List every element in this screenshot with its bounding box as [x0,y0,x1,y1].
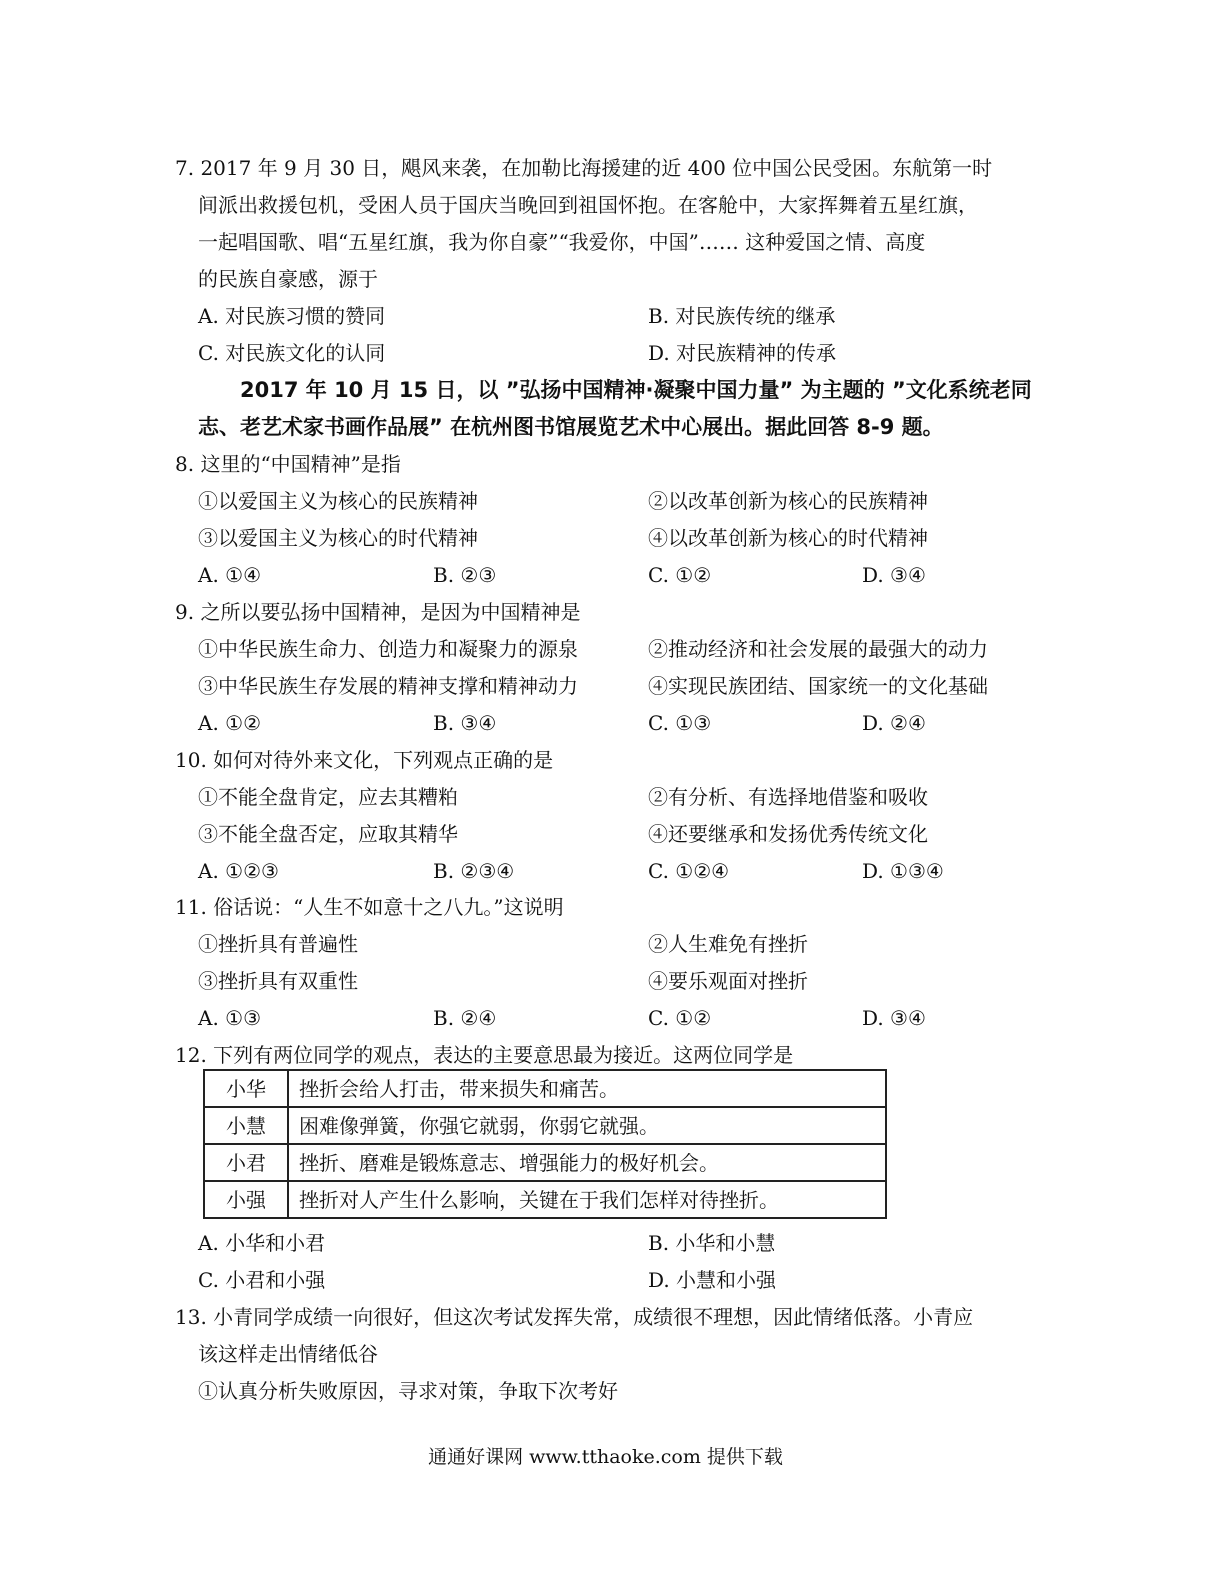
table-row [204,1144,886,1181]
q11-item-2: ②人生难免有挫折 [648,932,808,956]
table-row [204,1107,886,1144]
q9-item-4: ④实现民族团结、国家统一的文化基础 [648,674,988,698]
q8-item-1: ①以爱国主义为核心的民族精神 [198,489,478,513]
q12-quotes-table [203,1069,887,1219]
table-row [204,1070,886,1107]
q12-option-c: C. 小君和小强 [198,1268,326,1292]
student-quote: 挫折对人产生什么影响，关键在于我们怎样对待挫折。 [288,1181,886,1218]
q12-option-d: D. 小慧和小强 [648,1268,777,1292]
q8-option-c: C. ①② [648,563,712,587]
student-name: 小华 [204,1070,288,1107]
q10-item-2: ②有分析、有选择地借鉴和吸收 [648,785,928,809]
q12-stem: 12. 下列有两位同学的观点，表达的主要意思最为接近。这两位同学是 [175,1043,794,1067]
intro-8-9-line-2: 志、老艺术家书画作品展” 在杭州图书馆展览艺术中心展出。据此回答 8-9 题。 [198,415,944,439]
student-quote: 挫折、磨难是锻炼意志、增强能力的极好机会。 [288,1144,886,1181]
q11-item-4: ④要乐观面对挫折 [648,969,808,993]
student-name: 小强 [204,1181,288,1218]
q13-stem-line-1: 13. 小青同学成绩一向很好，但这次考试发挥失常，成绩很不理想，因此情绪低落。小青应 [175,1305,974,1329]
q11-item-1: ①挫折具有普遍性 [198,932,358,956]
q7-option-b: B. 对民族传统的继承 [648,304,836,328]
q10-item-4: ④还要继承和发扬优秀传统文化 [648,822,928,846]
q9-option-b: B. ③④ [433,711,497,735]
q10-item-1: ①不能全盘肯定，应去其糟粕 [198,785,458,809]
q9-option-a: A. ①② [198,711,262,735]
q12-option-b: B. 小华和小慧 [648,1231,776,1255]
q7-stem-line-3: 一起唱国歌、唱“五星红旗，我为你自豪”“我爱你，中国”…… 这种爱国之情、高度 [198,230,926,254]
q13-stem-line-2: 该这样走出情绪低谷 [198,1342,378,1366]
q10-option-b: B. ②③④ [433,859,515,883]
q10-option-d: D. ①③④ [862,859,944,883]
q9-option-c: C. ①③ [648,711,712,735]
intro-8-9-line-1: 2017 年 10 月 15 日，以 ”弘扬中国精神·凝聚中国力量” 为主题的 ”文化系统老同 [240,378,1032,402]
student-name: 小慧 [204,1107,288,1144]
q7-stem-line-1: 7. 2017 年 9 月 30 日，飓风来袭，在加勒比海援建的近 400 位中国公民受困。东航第一时 [175,156,993,180]
q8-stem: 8. 这里的“中国精神”是指 [175,452,401,476]
q9-item-2: ②推动经济和社会发展的最强大的动力 [648,637,988,661]
q7-stem-line-4: 的民族自豪感，源于 [198,267,378,291]
q9-item-3: ③中华民族生存发展的精神支撑和精神动力 [198,674,578,698]
q8-item-2: ②以改革创新为核心的民族精神 [648,489,928,513]
q8-item-3: ③以爱国主义为核心的时代精神 [198,526,478,550]
q11-option-c: C. ①② [648,1006,712,1030]
q7-option-c: C. 对民族文化的认同 [198,341,386,365]
q11-item-3: ③挫折具有双重性 [198,969,358,993]
student-quote: 困难像弹簧，你强它就弱，你弱它就强。 [288,1107,886,1144]
q11-option-b: B. ②④ [433,1006,497,1030]
q8-option-a: A. ①④ [198,563,262,587]
table-row [204,1181,886,1218]
q8-option-d: D. ③④ [862,563,926,587]
q11-option-a: A. ①③ [198,1006,262,1030]
q10-option-a: A. ①②③ [198,859,279,883]
q9-option-d: D. ②④ [862,711,926,735]
q7-option-a: A. 对民族习惯的赞同 [198,304,386,328]
q9-item-1: ①中华民族生命力、创造力和凝聚力的源泉 [198,637,578,661]
student-quote: 挫折会给人打击，带来损失和痛苦。 [288,1070,886,1107]
q7-option-d: D. 对民族精神的传承 [648,341,837,365]
page-footer: 通通好课网 www.tthaoke.com 提供下载 [428,1446,783,1468]
q9-stem: 9. 之所以要弘扬中国精神，是因为中国精神是 [175,600,581,624]
q8-option-b: B. ②③ [433,563,497,587]
q13-item-1: ①认真分析失败原因，寻求对策，争取下次考好 [198,1379,618,1403]
q10-option-c: C. ①②④ [648,859,730,883]
q10-stem: 10. 如何对待外来文化，下列观点正确的是 [175,748,554,772]
q12-option-a: A. 小华和小君 [198,1231,326,1255]
q11-option-d: D. ③④ [862,1006,926,1030]
q7-stem-line-2: 间派出救援包机，受困人员于国庆当晚回到祖国怀抱。在客舱中，大家挥舞着五星红旗， [198,193,978,217]
q11-stem: 11. 俗话说：“人生不如意十之八九。”这说明 [175,895,564,919]
q10-item-3: ③不能全盘否定，应取其精华 [198,822,458,846]
student-name: 小君 [204,1144,288,1181]
q8-item-4: ④以改革创新为核心的时代精神 [648,526,928,550]
